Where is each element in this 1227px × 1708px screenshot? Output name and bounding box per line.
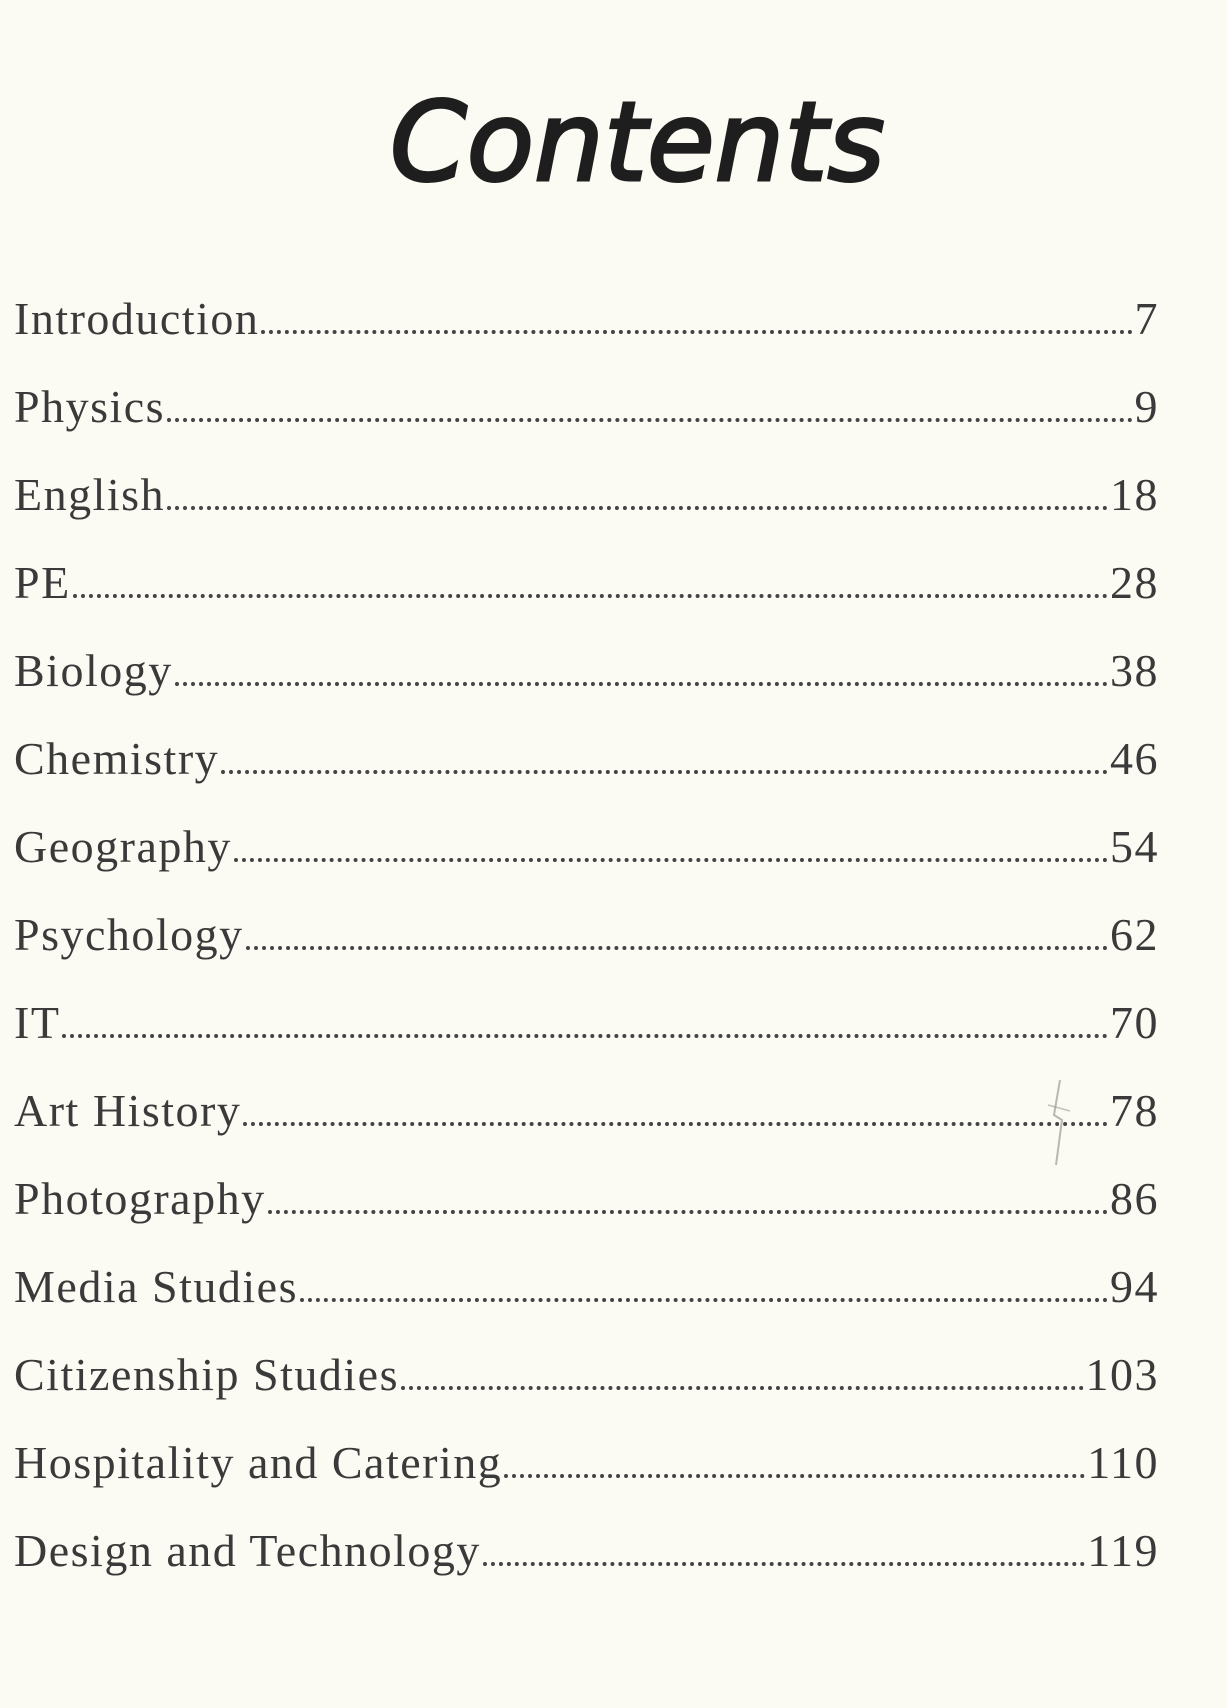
toc-entry-page-number: 28 [1110,557,1159,608]
dot-leader [62,1033,1108,1038]
svg-text:Contents: Contents [390,78,885,206]
toc-entry [14,275,1159,363]
toc-entry-label: Physics [14,381,166,432]
toc-entry [14,1243,1159,1331]
dot-leader [300,1297,1108,1302]
dot-leader [167,417,1132,422]
toc-entry [14,803,1159,891]
dot-leader [246,945,1108,950]
toc-entry-page-number: 62 [1110,909,1159,960]
toc-entry-page-number: 103 [1085,1349,1159,1400]
dot-leader [73,593,1108,598]
dot-leader [243,1121,1108,1126]
toc-entry-page-number: 38 [1110,645,1159,696]
toc-entry-label: Citizenship Studies [14,1349,399,1400]
toc-entry-label: PE [14,557,71,608]
toc-entry-label: Introduction [14,293,260,344]
toc-entry [14,363,1159,451]
toc-entry-label: Chemistry [14,733,220,784]
toc-entry-page-number: 54 [1110,821,1159,872]
toc-entry [14,1155,1159,1243]
page-title [380,55,885,225]
dot-leader [401,1385,1084,1390]
toc-entry [14,1067,1159,1155]
toc-entry-page-number: 94 [1110,1261,1159,1312]
toc-entry-page-number: 110 [1087,1437,1159,1488]
toc-entry-page-number: 7 [1134,293,1159,344]
pencil-smudge [1040,1075,1080,1175]
toc-entry-page-number: 86 [1110,1173,1159,1224]
toc-entry-label: Hospitality and Catering [14,1437,503,1488]
toc-entry-label: Psychology [14,909,244,960]
table-of-contents [14,275,1159,1595]
dot-leader [261,329,1132,334]
toc-entry-page-number: 70 [1110,997,1159,1048]
dot-leader [234,857,1108,862]
toc-entry [14,539,1159,627]
dot-leader [175,681,1108,686]
toc-entry-page-number: 9 [1134,381,1159,432]
toc-entry-label: Art History [14,1085,242,1136]
toc-entry [14,715,1159,803]
handwritten-title [380,55,885,225]
dot-leader [221,769,1108,774]
toc-entry [14,451,1159,539]
dot-leader [504,1473,1085,1478]
toc-entry-label: English [14,469,166,520]
toc-entry-label: IT [14,997,61,1048]
toc-entry-page-number: 78 [1110,1085,1159,1136]
dot-leader [167,505,1108,510]
toc-entry [14,979,1159,1067]
toc-entry-label: Geography [14,821,232,872]
toc-entry [14,1507,1159,1595]
toc-entry [14,1419,1159,1507]
toc-entry-page-number: 119 [1087,1525,1159,1576]
dot-leader [483,1561,1085,1566]
dot-leader [268,1209,1108,1214]
toc-entry [14,1331,1159,1419]
toc-entry-page-number: 18 [1110,469,1159,520]
toc-entry-label: Design and Technology [14,1525,481,1576]
toc-entry [14,627,1159,715]
toc-entry [14,891,1159,979]
toc-entry-label: Photography [14,1173,266,1224]
toc-entry-page-number: 46 [1110,733,1159,784]
toc-entry-label: Media Studies [14,1261,298,1312]
toc-entry-label: Biology [14,645,173,696]
